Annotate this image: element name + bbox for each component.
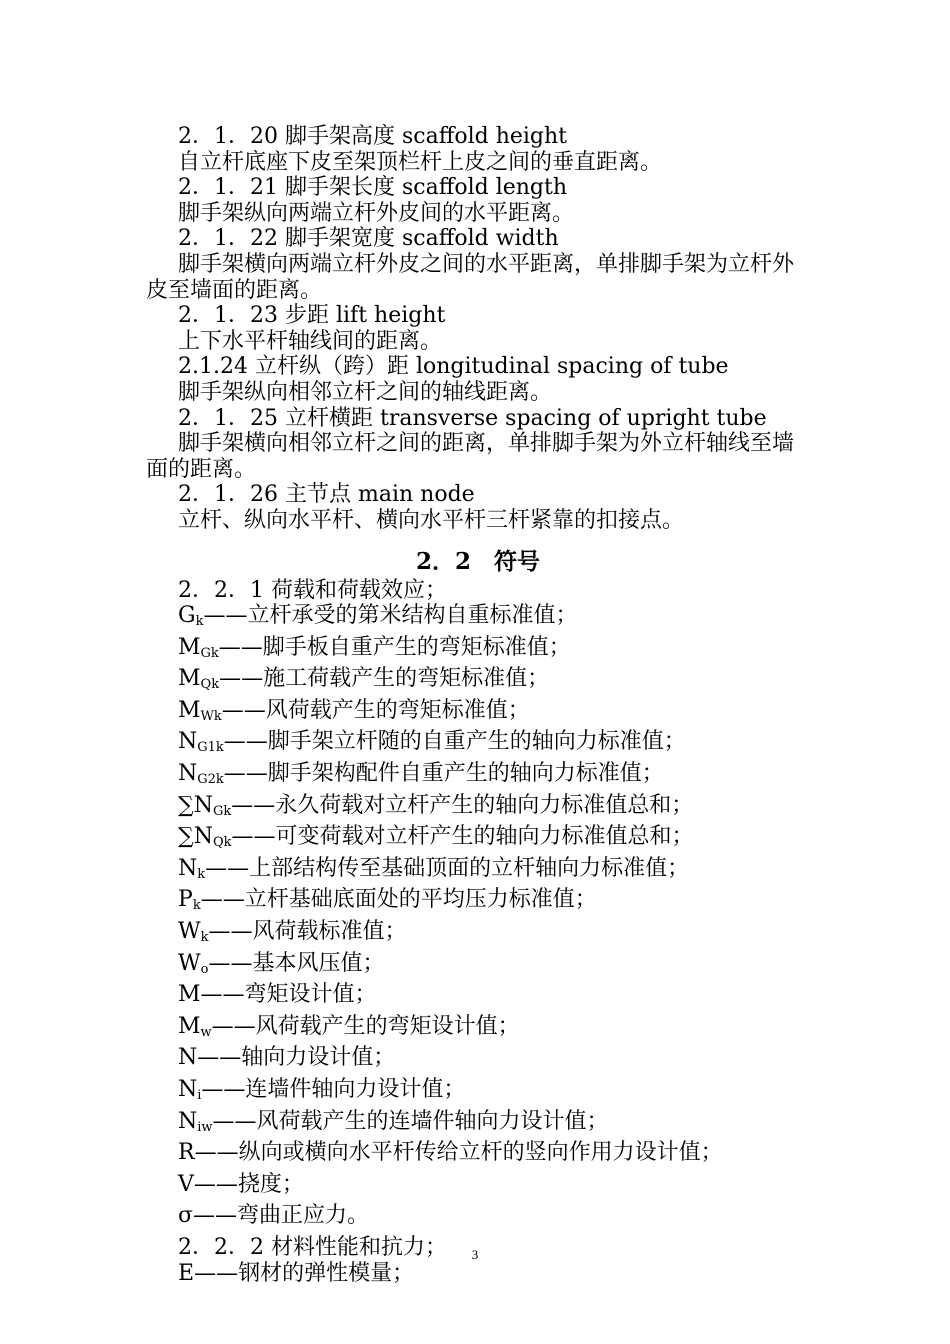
symbol-desc: ——风荷载产生的弯矩标准值； xyxy=(221,697,530,723)
definition-desc: 自立杆底座下皮至架顶栏杆上皮之间的垂直距离。 xyxy=(178,149,663,175)
symbol: R xyxy=(178,1140,195,1166)
symbol-desc: ——脚手板自重产生的弯矩标准值； xyxy=(218,634,571,660)
symbol-desc: ——风荷载产生的连墙件轴向力设计值； xyxy=(212,1108,609,1134)
definition-desc: 脚手架纵向两端立杆外皮间的水平距离。 xyxy=(178,200,575,226)
symbol-list xyxy=(146,1261,810,1293)
symbol-row xyxy=(146,666,810,698)
symbol-row xyxy=(146,793,810,825)
symbol-subscript: k xyxy=(192,898,201,914)
symbol-row xyxy=(146,1109,810,1141)
symbol-subscript: iw xyxy=(197,1119,213,1135)
symbol-subscript: k xyxy=(197,866,206,882)
symbol: M xyxy=(178,1013,201,1039)
definition-title: 2．1．20 脚手架高度 scaffold height xyxy=(178,124,568,149)
symbol-desc: ——风荷载标准值； xyxy=(208,919,407,945)
symbol-subscript: Gk xyxy=(200,645,219,661)
symbol-subscript: i xyxy=(197,1088,202,1103)
subsection-title: 2．2．1 荷载和荷载效应； xyxy=(178,577,447,603)
symbol-row xyxy=(146,856,810,888)
symbol: N xyxy=(178,855,198,881)
symbol: N xyxy=(178,761,198,787)
symbol-desc: ——施工荷载产生的弯矩标准值； xyxy=(219,666,550,692)
section-title: 2．2 符号 xyxy=(415,547,540,575)
symbol: σ xyxy=(178,1203,194,1229)
symbol-subscript: k xyxy=(200,930,209,946)
symbol-desc: ——轴向力设计值； xyxy=(197,1045,396,1071)
symbol: ∑N xyxy=(178,792,213,818)
symbol: M xyxy=(178,666,201,692)
symbol-row xyxy=(146,729,810,761)
definition-title: 2．1．21 脚手架长度 scaffold length xyxy=(178,175,568,201)
symbol: M xyxy=(178,634,201,660)
symbol: W xyxy=(178,919,201,945)
symbol-row xyxy=(146,919,810,951)
document-page xyxy=(146,124,810,1292)
symbol: E xyxy=(178,1260,195,1286)
symbol-subscript: Qk xyxy=(200,677,220,693)
symbol-row xyxy=(146,824,810,856)
symbol-subscript: G1k xyxy=(197,740,224,756)
symbol-subscript: Wk xyxy=(200,708,222,724)
symbol-row xyxy=(146,1014,810,1046)
symbol: N xyxy=(178,1108,198,1134)
symbol-subscript: G2k xyxy=(197,772,224,788)
symbol-row xyxy=(146,982,810,1014)
symbol-desc: ——挠度； xyxy=(193,1171,304,1197)
symbol-row xyxy=(146,951,810,983)
symbol: P xyxy=(178,887,193,913)
symbol-desc: ——脚手架立杆随的自重产生的轴向力标准值； xyxy=(223,729,686,755)
subsection-title: 2．2．2 材料性能和抗力； xyxy=(178,1234,447,1260)
symbol-row xyxy=(146,1045,810,1077)
symbol-row xyxy=(146,698,810,730)
symbol: N xyxy=(178,729,198,755)
definition-title: 2．1．22 脚手架宽度 scaffold width xyxy=(178,226,559,252)
symbol-desc: ——基本风压值； xyxy=(208,950,385,976)
symbol-row xyxy=(146,603,810,635)
symbol-subscript: o xyxy=(200,961,209,977)
symbol-desc: ——上部结构传至基础顶面的立杆轴向力标准值； xyxy=(205,855,690,881)
symbol-subscript: Gk xyxy=(212,803,232,819)
symbol: W xyxy=(178,950,201,976)
symbol: M xyxy=(178,982,201,1008)
symbol-row xyxy=(146,1140,810,1172)
symbol-desc: ——纵向或横向水平杆传给立杆的竖向作用力设计值； xyxy=(194,1140,723,1166)
definition-title: 2.1.24 立杆纵（跨）距 longitudinal spacing of tube xyxy=(178,354,729,380)
definition-title: 2．1．26 主节点 main node xyxy=(178,482,475,508)
symbol-subscript: w xyxy=(200,1024,212,1040)
symbol-desc: ——立杆基础底面处的平均压力标准值； xyxy=(200,887,597,913)
definition-desc: 脚手架横向两端立杆外皮之间的水平距离，单排脚手架为立杆外皮至墙面的距离。 xyxy=(146,251,795,303)
definition-desc: 立杆、纵向水平杆、横向水平杆三杆紧靠的扣接点。 xyxy=(178,507,685,533)
symbol: V xyxy=(178,1171,194,1197)
symbol-subscript: k xyxy=(195,614,204,630)
symbol-desc: ——立杆承受的第米结构自重标准值； xyxy=(203,603,578,629)
symbol-row xyxy=(146,761,810,793)
page-number: 3 xyxy=(471,1247,479,1262)
symbol: ∑N xyxy=(178,824,213,850)
definition-title: 2．1．23 步距 lift height xyxy=(178,303,446,329)
symbol-desc: ——可变荷载对立杆产生的轴向力标准值总和； xyxy=(231,824,694,850)
symbol: N xyxy=(178,1077,198,1102)
symbol: G xyxy=(178,603,196,629)
symbol-row xyxy=(146,635,810,667)
symbol-list xyxy=(146,603,810,1235)
symbol-row xyxy=(146,887,810,919)
symbol-row xyxy=(146,1261,810,1293)
symbol-desc: ——钢材的弹性模量； xyxy=(194,1260,415,1286)
symbol-desc: ——脚手架构配件自重产生的轴向力标准值； xyxy=(223,761,664,787)
definition-desc: 脚手架纵向相邻立杆之间的轴线距离。 xyxy=(178,379,553,405)
definition-title: 2．1．25 立杆横距 transverse spacing of upright tube xyxy=(178,405,767,431)
symbol-row xyxy=(146,1203,810,1235)
symbol-row xyxy=(146,1172,810,1204)
symbol-desc: ——弯矩设计值； xyxy=(200,982,377,1008)
symbol-desc: ——弯曲正应力。 xyxy=(193,1203,370,1229)
symbol-desc: ——连墙件轴向力设计值； xyxy=(201,1077,466,1102)
symbol: M xyxy=(178,697,201,723)
symbol-desc: ——永久荷载对立杆产生的轴向力标准值总和； xyxy=(231,792,694,818)
symbol-desc: ——风荷载产生的弯矩设计值； xyxy=(211,1013,520,1039)
symbol-subscript: Qk xyxy=(212,835,232,851)
definition-desc: 脚手架横向相邻立杆之间的距离，单排脚手架为外立杆轴线至墙面的距离。 xyxy=(146,431,795,482)
symbol-row xyxy=(146,1077,810,1109)
symbol: N xyxy=(178,1045,198,1071)
definition-desc: 上下水平杆轴线间的距离。 xyxy=(178,328,443,354)
